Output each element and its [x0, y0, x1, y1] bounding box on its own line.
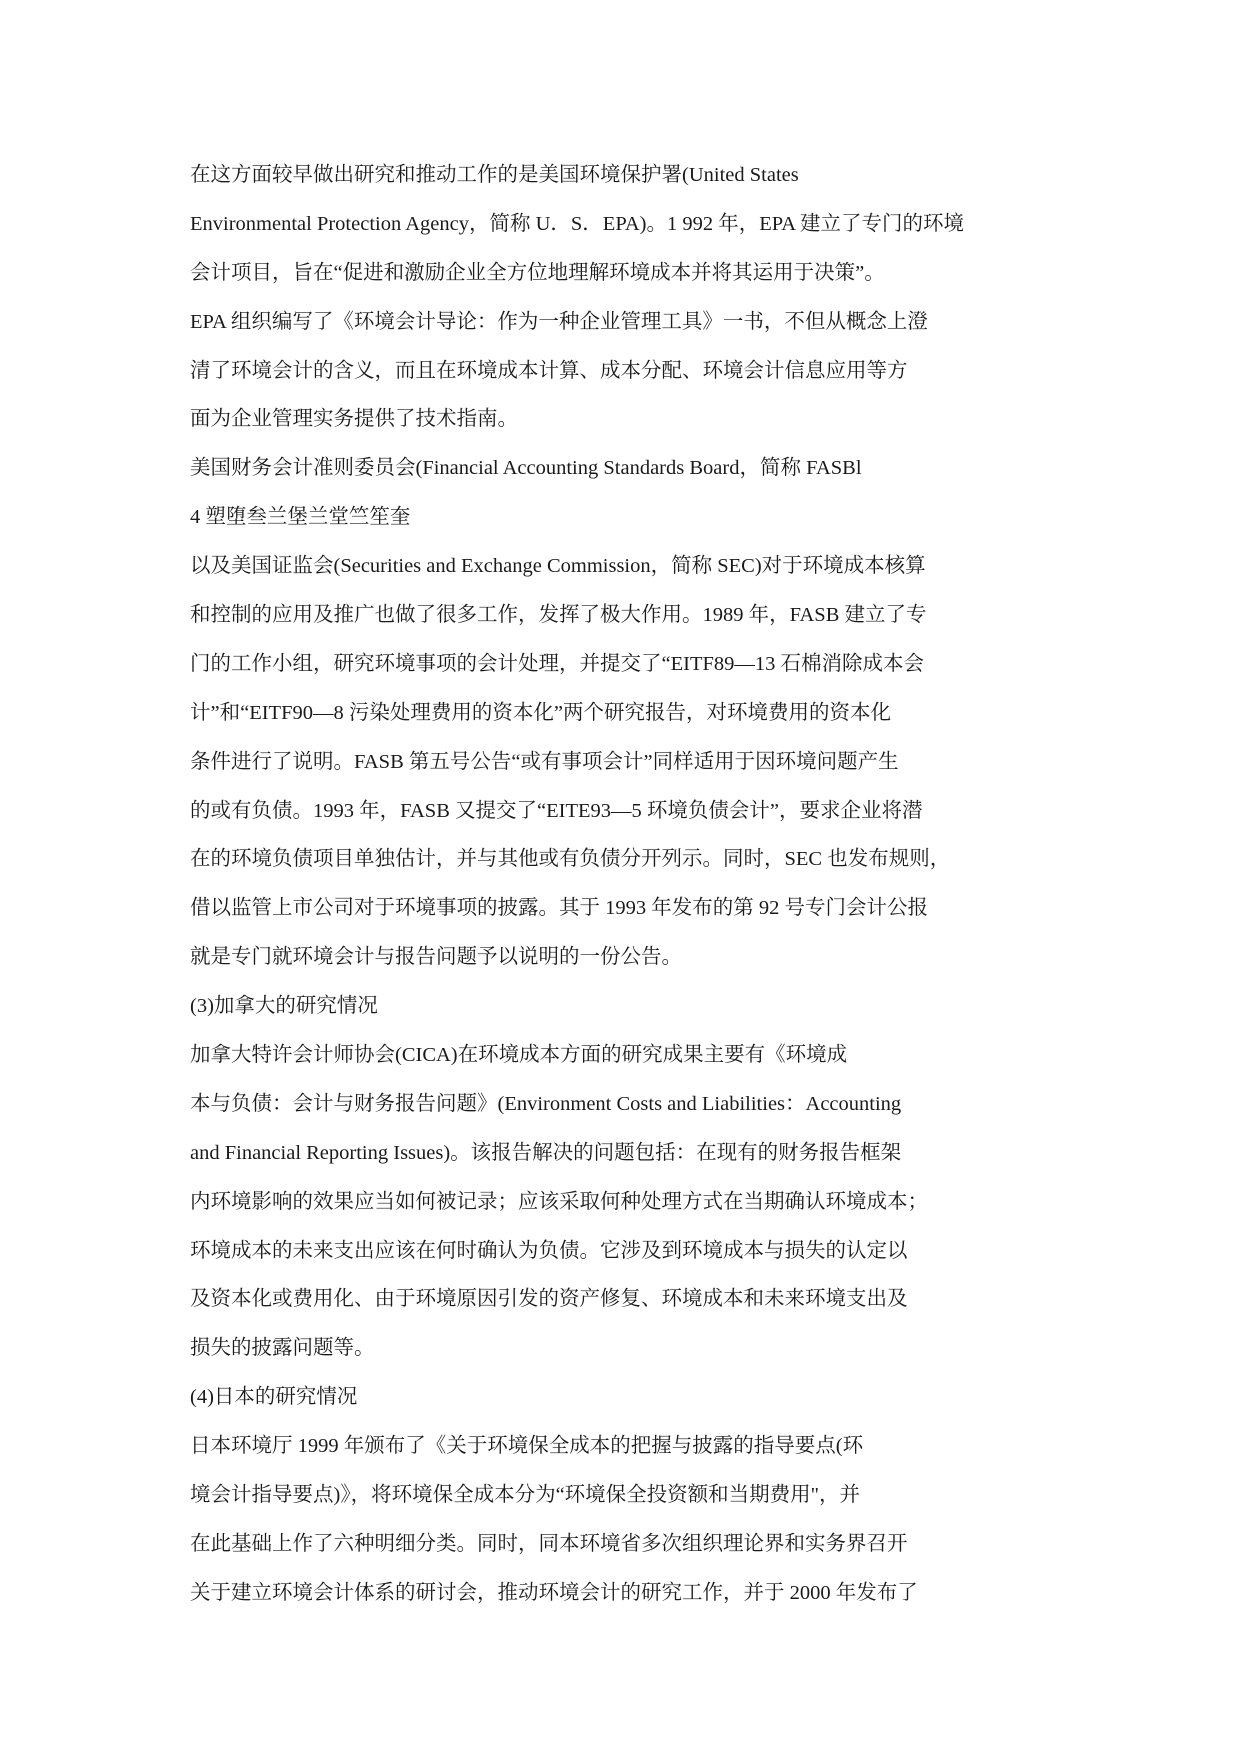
text-line: EPA 组织编写了《环境会计导论：作为一种企业管理工具》一书，不但从概念上澄	[190, 310, 928, 333]
text-line: 环境成本的未来支出应该在何时确认为负债。它涉及到环境成本与损失的认定以	[190, 1239, 908, 1262]
text-line: 条件进行了说明。FASB 第五号公告“或有事项会计”同样适用于因环境问题产生	[190, 750, 899, 773]
text-line: and Financial Reporting Issues)。该报告解决的问题包括：在现有的财务报告框架	[190, 1141, 902, 1164]
text-line: Environmental Protection Agency，简称 U．S．EPA)。1 992 年，EPA 建立了专门的环境	[190, 212, 965, 235]
text-line: 就是专门就环境会计与报告问题予以说明的一份公告。	[190, 946, 682, 969]
text-line: 会计项目，旨在“促进和激励企业全方位地理解环境成本并将其运用于决策”。	[190, 261, 885, 284]
text-line: 内环境影响的效果应当如何被记录；应该采取何种处理方式在当期确认环境成本；	[190, 1190, 928, 1213]
text-line: 在此基础上作了六种明细分类。同时，同本环境省多次组织理论界和实务界召开	[190, 1532, 908, 1555]
text-line: 4 塑堕叁兰堡兰堂竺笙奎	[190, 506, 411, 529]
text-line: 清了环境会计的含义，而且在环境成本计算、成本分配、环境会计信息应用等方	[190, 359, 908, 382]
text-line: 在这方面较早做出研究和推动工作的是美国环境保护署(United States	[190, 164, 799, 186]
text-line: 在的环境负债项目单独估计，并与其他或有负债分开列示。同时，SEC 也发布规则，	[190, 848, 951, 871]
text-line: 以及美国证监会(Securities and Exchange Commission，简称 SEC)对于环境成本核算	[190, 555, 926, 578]
text-line: 计”和“EITF90—8 污染处理费用的资本化”两个研究报告，对环境费用的资本化	[190, 701, 891, 724]
text-line: 美国财务会计准则委员会(Financial Accounting Standards Board，简称 FASBl	[190, 457, 862, 480]
body-text	[190, 158, 1090, 1625]
text-line: 境会计指导要点)》，将环境保全成本分为“环境保全投资额和当期费用"，并	[190, 1484, 861, 1507]
text-line: 加拿大特许会计师协会(CICA)在环境成本方面的研究成果主要有《环境成	[190, 1044, 848, 1067]
text-line: 面为企业管理实务提供了技术指南。	[190, 408, 518, 431]
text-line: 门的工作小组，研究环境事项的会计处理，并提交了“EITF89—13 石棉消除成本会	[190, 652, 924, 675]
text-line: 的或有负债。1993 年，FASB 又提交了“EITE93—5 环境负债会计”，要求企业将潜	[190, 799, 923, 822]
text-line: 损失的披露问题等。	[190, 1337, 375, 1360]
text-line: 和控制的应用及推广也做了很多工作，发挥了极大作用。1989 年，FASB 建立了专	[190, 604, 927, 627]
section-heading: (3)加拿大的研究情况	[190, 995, 378, 1018]
text-line: 及资本化或费用化、由于环境原因引发的资产修复、环境成本和未来环境支出及	[190, 1288, 908, 1311]
text-line: 关于建立环境会计体系的研讨会，推动环境会计的研究工作，并于 2000 年发布了	[190, 1581, 918, 1604]
text-line: 本与负债：会计与财务报告问题》(Environment Costs and Liabilities：Accounting	[190, 1092, 902, 1115]
text-line: 借以监管上市公司对于环境事项的披露。其于 1993 年发布的第 92 号专门会计公报	[190, 897, 928, 920]
text-line: 日本环境厅 1999 年颁布了《关于环境保全成本的把握与披露的指导要点(环	[190, 1435, 864, 1458]
section-heading: (4)日本的研究情况	[190, 1386, 358, 1409]
